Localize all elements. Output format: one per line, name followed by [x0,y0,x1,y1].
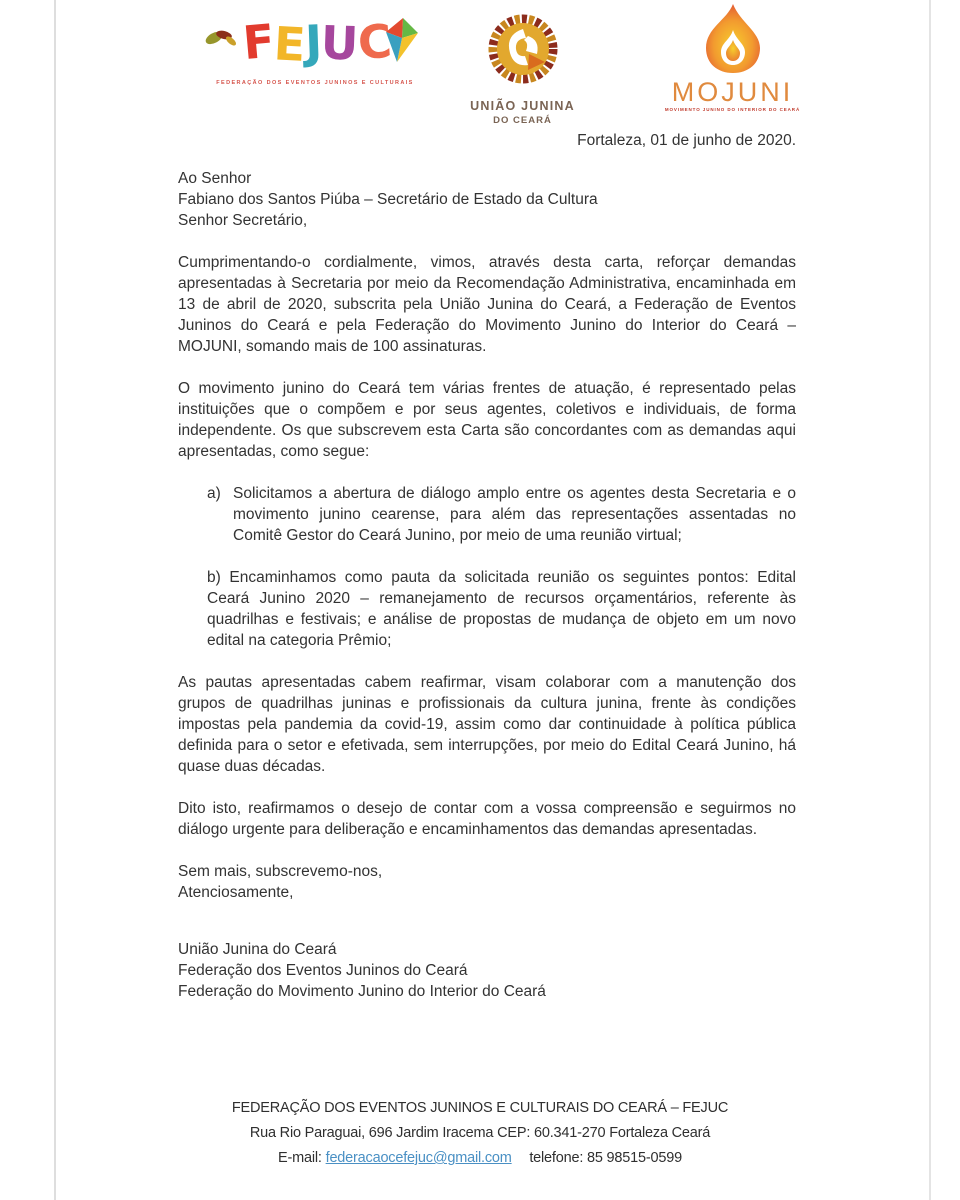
fejuc-letter-e: E [272,16,304,72]
uniao-junina-subname: DO CEARÁ [493,115,552,126]
signatory-line: União Junina do Ceará [178,941,337,958]
uniao-junina-sun-icon [482,77,564,94]
closing-line: Sem mais, subscrevemo-nos, [178,863,383,880]
footer-address: Rua Rio Paraguai, 696 Jardim Iracema CEP: 60.341-270 Fortaleza Ceará [249,1125,711,1141]
signatory-line: Federação dos Eventos Juninos do Ceará [178,962,468,979]
fejuc-letter-u: U [320,15,357,71]
paragraph-1: Cumprimentando-o cordialmente, vimos, através desta carta, reforçar demandas apresentadas à Secretaria por meio da Recomendação Administrativa, encaminhada em 13 de abril de 2020, subscrita pela União Junina do Ceará, a Federação de Eventos Juninos do Ceará e pela Federação do Movimento Junino do Interior do Ceará – MOJUNI, somando mais de 100 assinaturas. [178,254,796,355]
footer-contact [0,1146,960,1171]
mojuni-name: MOJUNI [671,77,794,107]
signatory-line: Federação do Movimento Junino do Interior do Ceará [178,983,546,1000]
closing-block [178,861,796,903]
footer-org-name: FEDERAÇÃO DOS EVENTOS JUNINOS E CULTURAIS DO CEARÁ – FEJUC [231,1100,729,1116]
list-item-b-label: b) [207,569,221,586]
mojuni-flame-icon [694,61,772,78]
fejuc-kite-icon [382,16,420,80]
paragraph-4: Dito isto, reafirmamos o desejo de contar com a vossa compreensão e seguirmos no diálogo urgente para deliberação e encaminhamentos das demandas apresentadas. [178,800,796,838]
letterhead-footer [0,1096,960,1171]
page-edge-right [929,0,931,1200]
signatories-block [178,939,796,1002]
footer-phone: telefone: 85 98515-0599 [529,1150,682,1166]
list-item-b-text: Encaminhamos como pauta da solicitada reunião os seguintes pontos: Edital Ceará Junino 2020 – remanejamento de recursos orçamentários, referente às quadrilhas e festivais; e análise de propostas de mudança de objeto em um novo edital na categoria Prêmio; [207,569,796,649]
recipient-line: Fabiano dos Santos Piúba – Secretário de Estado da Cultura [178,191,598,208]
fejuc-tagline: FEDERAÇÃO DOS EVENTOS JUNINOS E CULTURAIS [216,80,414,86]
mojuni-logo [645,4,820,112]
fejuc-wordmark [210,12,420,78]
recipient-block [178,168,796,231]
recipient-line: Ao Senhor [178,170,252,187]
fejuc-logo [210,12,420,86]
uniao-junina-logo [460,12,585,126]
list-item-a-label: a) [207,485,221,502]
fejuc-letter-c: C [356,13,391,71]
list-item-b [207,567,796,651]
footer-email-link[interactable]: federacaocefejuc@gmail.com [325,1150,512,1166]
closing-line: Atenciosamente, [178,884,294,901]
list-item-a [207,483,796,546]
page-edge-left [54,0,56,1200]
fejuc-leaf-icon [204,8,238,68]
fejuc-letter-f: F [240,13,274,71]
letter-body [178,130,796,1002]
mojuni-tagline: MOVIMENTO JUNINO DO INTERIOR DO CEARÁ [664,107,801,112]
recipient-line: Senhor Secretário, [178,212,308,229]
fejuc-letter-j: J [303,14,320,70]
uniao-junina-name: UNIÃO JUNINA [470,99,575,113]
date-line: Fortaleza, 01 de junho de 2020. [577,132,796,149]
footer-email-label: E-mail: [278,1150,322,1166]
paragraph-2: O movimento junino do Ceará tem várias frentes de atuação, é representado pelas instituições que o compõem e por seus agentes, coletivos e individuais, de forma independente. Os que subscrevem esta Carta são concordantes com as demandas aqui apresentadas, como segue: [178,380,796,460]
list-item-a-text: Solicitamos a abertura de diálogo amplo entre os agentes desta Secretaria e o movimento junino cearense, para além das representações assentadas no Comitê Gestor do Ceará Junino, por meio de uma reunião virtual; [233,485,796,544]
paragraph-3: As pautas apresentadas cabem reafirmar, visam colaborar com a manutenção dos grupos de quadrilhas juninas e profissionais da cultura junina, frente às condições impostas pela pandemia da covid-19, assim como dar continuidade à política pública definida para o setor e efetivada, sem interrupções, por meio do Edital Ceará Junino, há quase duas décadas. [178,674,796,775]
